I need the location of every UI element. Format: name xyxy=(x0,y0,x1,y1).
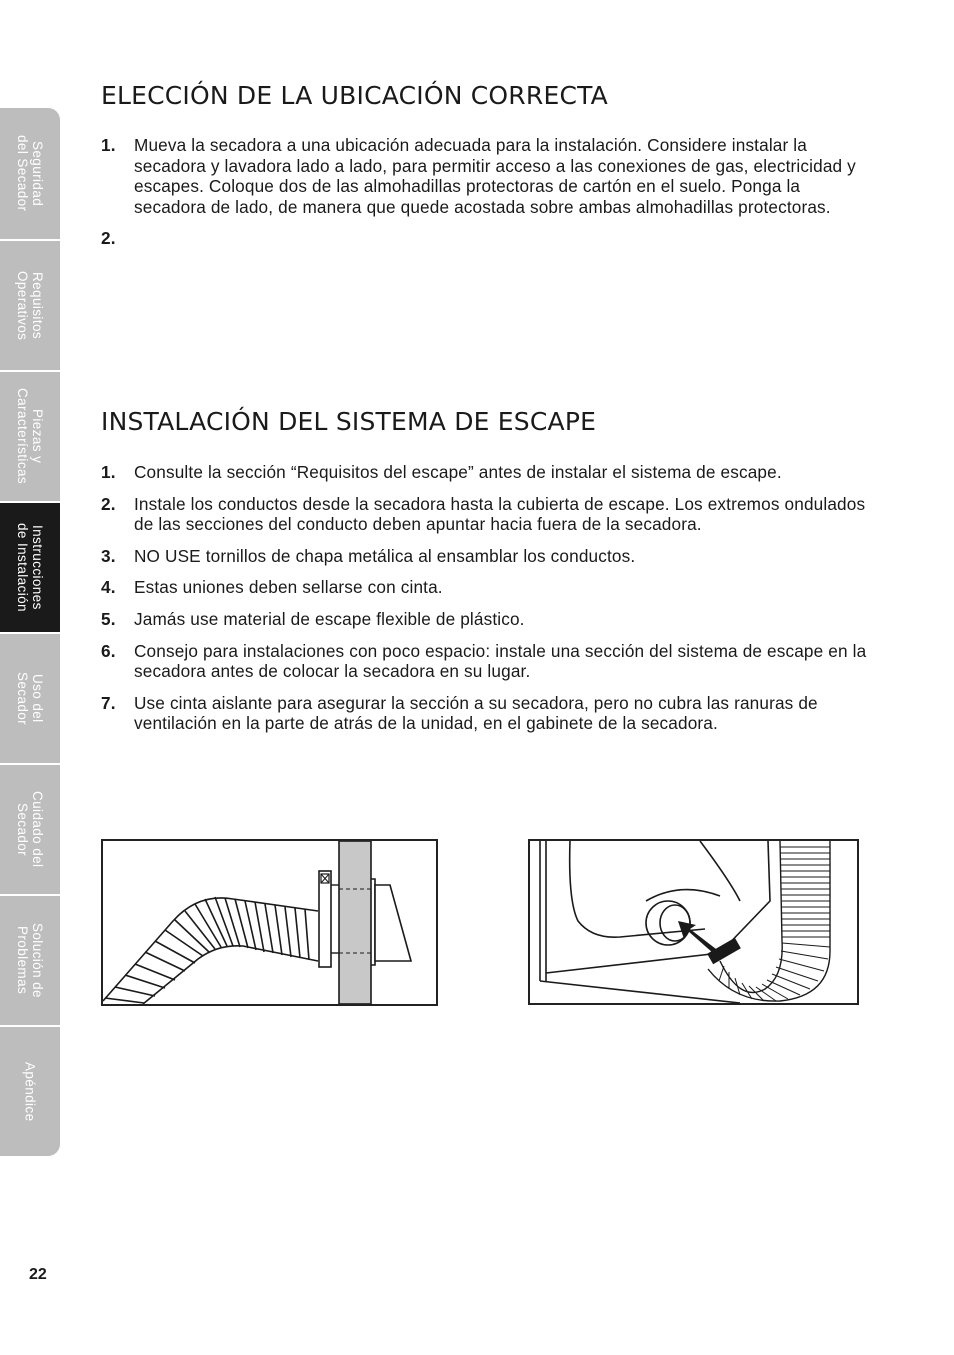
tab-label: Instrucciones de Instalación xyxy=(15,523,45,612)
list-item xyxy=(101,135,871,217)
step-list-escape xyxy=(101,462,871,745)
step-number: 5. xyxy=(101,608,116,629)
step-text: Mueva la secadora a una ubicación adecuada para la instalación. Considere instalar la secadora y lavadora lado a lado, para permitir acceso a las conexiones de gas, electricidad y escapes. Coloque dos de las almohadillas protectoras de cartón en el suelo. Ponga la secadora de lado, de manera que quede acostada sobre ambas almohadillas protectoras. xyxy=(134,135,856,217)
step-number: 2. xyxy=(101,228,116,249)
step-text: Consulte la sección “Requisitos del escape” antes de instalar el sistema de escape. xyxy=(134,462,782,482)
step-number: 2. xyxy=(101,493,116,514)
dryer-duct-illustration xyxy=(530,841,857,1003)
tab-seguridad[interactable] xyxy=(0,108,60,241)
duct-wall-illustration xyxy=(103,841,436,1004)
step-text: Consejo para instalaciones con poco espacio: instale una sección del sistema de escape en la secadora antes de colocar la secadora en su lugar. xyxy=(134,640,867,682)
step-number: 7. xyxy=(101,692,116,713)
list-item xyxy=(101,577,871,598)
side-nav xyxy=(0,108,60,1156)
tab-uso[interactable] xyxy=(0,634,60,765)
list-item xyxy=(101,462,871,483)
tab-label: Solución de Problemas xyxy=(15,923,45,998)
step-text xyxy=(134,228,871,249)
step-number: 6. xyxy=(101,640,116,661)
tab-instrucciones[interactable] xyxy=(0,503,60,634)
list-item xyxy=(101,494,871,535)
step-number: 3. xyxy=(101,545,116,566)
step-text: Jamás use material de escape flexible de plástico. xyxy=(134,608,525,629)
figure-duct-wall-hood xyxy=(101,839,438,1006)
list-item xyxy=(101,641,871,682)
tab-label: Uso del Secador xyxy=(15,671,45,726)
tab-label: Piezas y Características xyxy=(15,388,45,485)
figure-dryer-exhaust-connection xyxy=(528,839,859,1005)
step-text: Estas uniones deben sellarse con cinta. xyxy=(134,577,443,598)
list-item xyxy=(101,228,871,249)
tab-label: Requisitos Operativos xyxy=(15,270,45,341)
step-text: Use cinta aislante para asegurar la sección a su secadora, pero no cubra las ranuras de ventilación en la parte de atrás de la unidad, en el gabinete de la secadora. xyxy=(134,692,818,734)
step-number: 1. xyxy=(101,135,116,155)
tab-label: Seguridad del Secador xyxy=(15,135,45,212)
step-list-ubicacion xyxy=(101,135,871,260)
step-number: 4. xyxy=(101,577,116,598)
tab-label: Cuidado del Secador xyxy=(15,791,45,868)
page-number: 22 xyxy=(29,1266,47,1283)
step-text: Instale los conductos desde la secadora hasta la cubierta de escape. Los extremos ondulados de las secciones del conducto deben apuntar hacia fuera de la secadora. xyxy=(134,493,866,535)
list-item xyxy=(101,693,871,734)
list-item xyxy=(101,546,871,567)
list-item xyxy=(101,609,871,630)
tab-piezas[interactable] xyxy=(0,372,60,503)
step-text: NO USE tornillos de chapa metálica al ensamblar los conductos. xyxy=(134,545,636,566)
tab-apendice[interactable] xyxy=(0,1027,60,1156)
tab-cuidado[interactable] xyxy=(0,765,60,896)
tab-label: Apéndice xyxy=(22,1061,38,1122)
tab-solucion[interactable] xyxy=(0,896,60,1027)
step-number: 1. xyxy=(101,462,116,482)
section-title-escape: INSTALACIÓN DEL SISTEMA DE ESCAPE xyxy=(101,407,597,436)
tab-requisitos[interactable] xyxy=(0,241,60,372)
section-title-ubicacion: ELECCIÓN DE LA UBICACIÓN CORRECTA xyxy=(101,81,608,110)
